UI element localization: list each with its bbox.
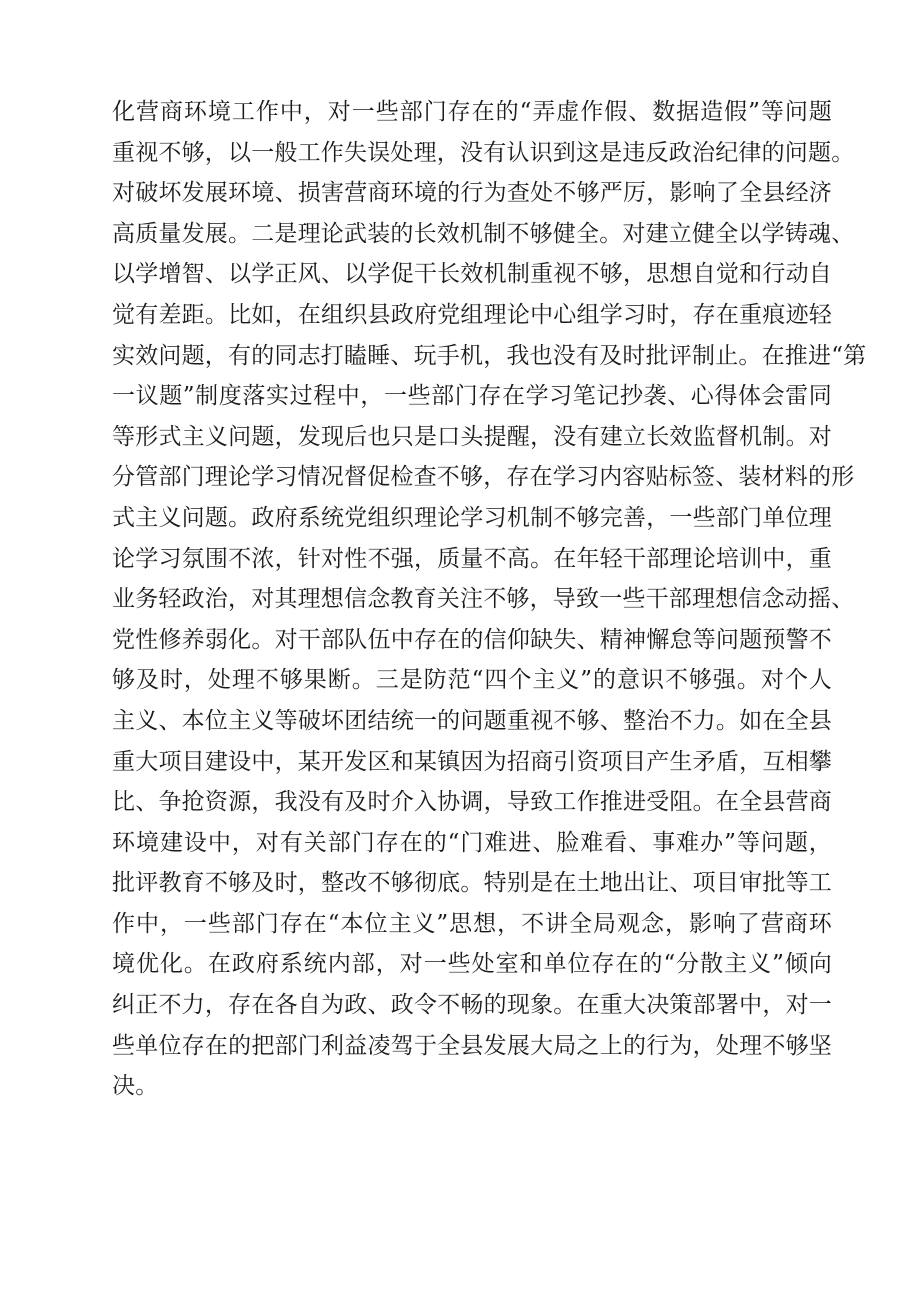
text-line: 化营商环境工作中，对一些部门存在的“弄虚作假、数据造假”等问题	[112, 99, 832, 125]
text-line: 些单位存在的把部门利益凌驾于全县发展大局之上的行为，处理不够坚	[112, 1032, 832, 1059]
text-line: 重大项目建设中，某开发区和某镇因为招商引资项目产生矛盾，互相攀	[112, 748, 832, 775]
text-line: 纠正不力，存在各自为政、政令不畅的现象。在重大决策部署中，对一	[112, 992, 832, 1019]
text-line: 环境建设中，对有关部门存在的“门难进、脸难看、事难办”等问题，	[112, 829, 832, 856]
body-text	[112, 92, 867, 1107]
text-line: 等形式主义问题，发现后也只是口头提醒，没有建立长效监督机制。对	[112, 423, 832, 450]
text-line: 作中，一些部门存在“本位主义”思想，不讲全局观念，影响了营商环	[112, 910, 832, 937]
text-line: 境优化。在政府系统内部，对一些处室和单位存在的“分散主义”倾向	[112, 951, 832, 978]
text-line: 重视不够，以一般工作失误处理，没有认识到这是违反政治纪律的问题。	[112, 139, 855, 166]
text-line: 觉有差距。比如，在组织县政府党组理论中心组学习时，存在重痕迹轻	[112, 301, 832, 328]
text-line: 一议题”制度落实过程中，一些部门存在学习笔记抄袭、心得体会雷同	[112, 383, 832, 410]
text-line: 主义、本位主义等破坏团结统一的问题重视不够、整治不力。如在全县	[112, 707, 832, 734]
text-line: 实效问题，有的同志打瞌睡、玩手机，我也没有及时批评制止。在推进“第	[112, 342, 867, 369]
text-line: 够及时，处理不够果断。三是防范“四个主义”的意识不够强。对个人	[112, 667, 832, 694]
text-line: 式主义问题。政府系统党组织理论学习机制不够完善，一些部门单位理	[112, 504, 832, 531]
text-line: 决。	[112, 1073, 159, 1100]
text-line: 党性修养弱化。对干部队伍中存在的信仰缺失、精神懈怠等问题预警不	[112, 626, 832, 653]
text-line: 论学习氛围不浓，针对性不强，质量不高。在年轻干部理论培训中，重	[112, 545, 832, 572]
text-line: 高质量发展。二是理论武装的长效机制不够健全。对建立健全以学铸魂、	[112, 220, 855, 247]
text-line: 比、争抢资源，我没有及时介入协调，导致工作推进受阻。在全县营商	[112, 789, 832, 816]
text-line: 业务轻政治，对其理想信念教育关注不够，导致一些干部理想信念动摇、	[112, 586, 855, 613]
text-line: 分管部门理论学习情况督促检查不够，存在学习内容贴标签、装材料的形	[112, 464, 855, 491]
text-line: 对破坏发展环境、损害营商环境的行为查处不够严厉，影响了全县经济	[112, 180, 832, 207]
text-line: 批评教育不够及时，整改不够彻底。特别是在土地出让、项目审批等工	[112, 870, 832, 897]
text-line: 以学增智、以学正风、以学促干长效机制重视不够，思想自觉和行动自	[112, 261, 832, 288]
